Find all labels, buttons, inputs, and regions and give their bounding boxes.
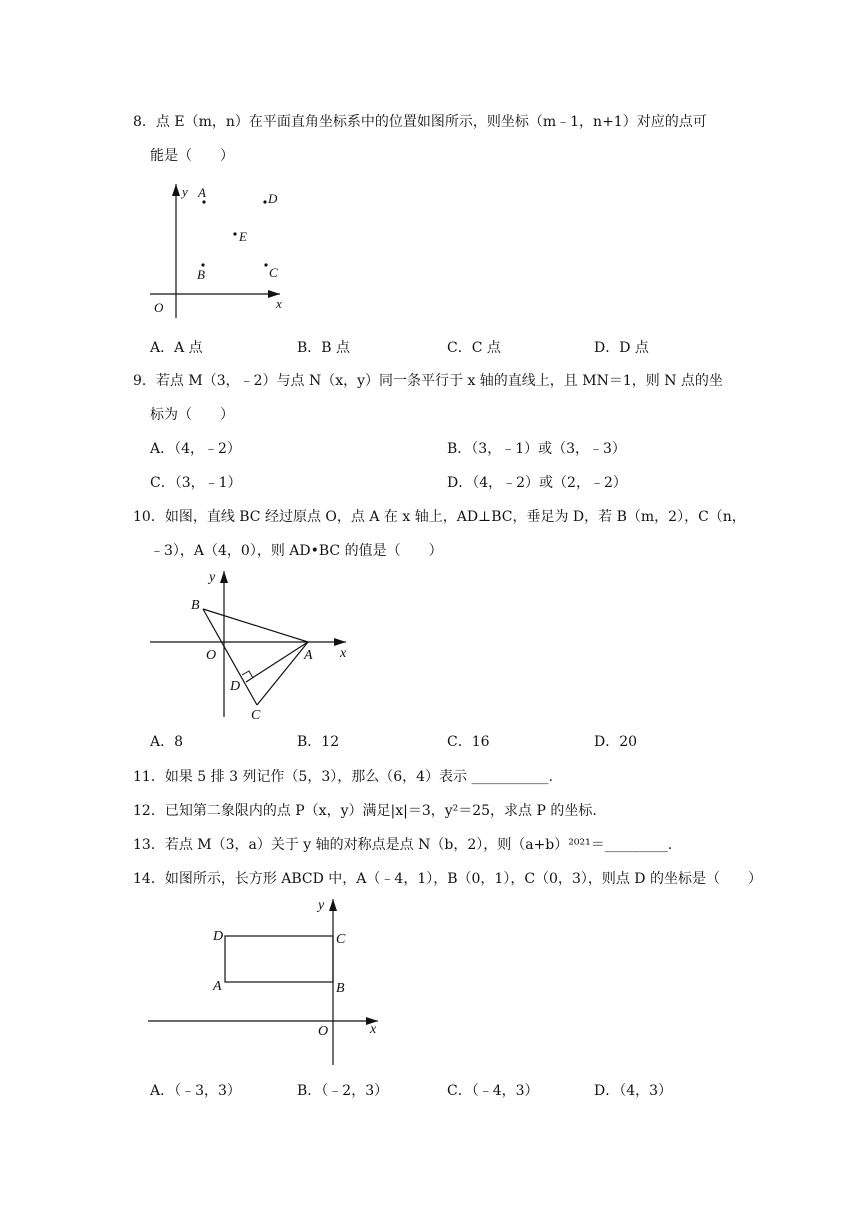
q9-stem-line1: 9．若点 M（3，﹣2）与点 N（x，y）同一条平行于 x 轴的直线上，且 MN＝1，则 N 点的坐 [133, 373, 723, 389]
q9-stem-line2: 标为（ ） [150, 407, 234, 423]
q10-origin-label: O [206, 648, 217, 663]
q8-label-B: B [197, 267, 205, 282]
q8-label-A: A [198, 185, 206, 200]
q8-label-E: E [239, 229, 247, 244]
q13-text: 13．若点 M（3，a）关于 y 轴的对称点是点 N（b，2），则（a+b）²⁰²¹＝_________. [133, 837, 673, 853]
q14-option-b: B．（﹣2，3） [297, 1083, 389, 1099]
q14-label-A: A [213, 979, 222, 994]
q14-label-D: D [213, 929, 224, 944]
q10-y-label: y [209, 570, 216, 585]
q10-option-d: D．20 [594, 734, 638, 750]
q11-text: 11．如果 5 排 3 列记作（5，3），那么（6，4）表示 ___________. [133, 769, 553, 785]
q14-label-C: C [336, 932, 346, 947]
q8-option-a: A．A 点 [150, 340, 203, 356]
q10-option-c: C．16 [447, 734, 490, 750]
q8-stem-line1: 8．点 E（m，n）在平面直角坐标系中的位置如图所示，则坐标（m﹣1，n+1）对应的点可 [133, 114, 707, 130]
q14-origin-label: O [318, 1024, 329, 1039]
q8-option-b: B．B 点 [297, 340, 351, 356]
q10-label-C: C [251, 708, 261, 723]
q10-option-b: B．12 [297, 734, 340, 750]
q10-label-B: B [191, 598, 200, 613]
q14-option-d: D．（4，3） [594, 1083, 673, 1099]
q10-option-a: A．8 [150, 734, 184, 750]
q14-stem: 14．如图所示，长方形 ABCD 中，A（﹣4，1），B（0，1），C（0，3），则点 D 的坐标是（ ） [133, 871, 762, 887]
q8-label-C: C [269, 265, 278, 280]
q10-figure [150, 565, 360, 725]
q12-text: 12．已知第二象限内的点 P（x，y）满足|x|＝3，y²＝25，求点 P 的坐标. [133, 803, 597, 819]
q10-stem-line1: 10．如图，直线 BC 经过原点 O，点 A 在 x 轴上，AD⊥BC，垂足为 D，若 B（m，2），C（n， [133, 509, 746, 525]
q9-option-a: A．（4，﹣2） [150, 441, 241, 457]
q10-label-A: A [304, 648, 313, 663]
q8-origin-label: O [154, 300, 164, 315]
q8-y-label: y [182, 184, 188, 199]
q8-label-D: D [268, 191, 278, 206]
q14-x-label: x [370, 1022, 377, 1037]
q14-figure [148, 895, 388, 1070]
q9-option-c: C．（3，﹣1） [150, 475, 242, 491]
q9-option-b: B．（3，﹣1）或（3，﹣3） [447, 441, 626, 457]
q8-x-label: x [276, 296, 282, 311]
q14-option-a: A．（﹣3，3） [150, 1083, 241, 1099]
q9-option-d: D．（4，﹣2）或（2，﹣2） [447, 475, 627, 491]
q14-y-label: y [318, 898, 325, 913]
q8-option-c: C．C 点 [447, 340, 501, 356]
q8-figure [140, 178, 300, 318]
q10-stem-line2: ﹣3），A（4，0），则 AD•BC 的值是（ ） [150, 543, 443, 559]
q14-option-c: C．（﹣4，3） [447, 1083, 539, 1099]
q10-label-D: D [230, 679, 241, 694]
q8-stem-line2: 能是（ ） [150, 148, 234, 164]
q8-option-d: D．D 点 [594, 340, 649, 356]
q10-x-label: x [340, 646, 347, 661]
q14-label-B: B [336, 981, 345, 996]
